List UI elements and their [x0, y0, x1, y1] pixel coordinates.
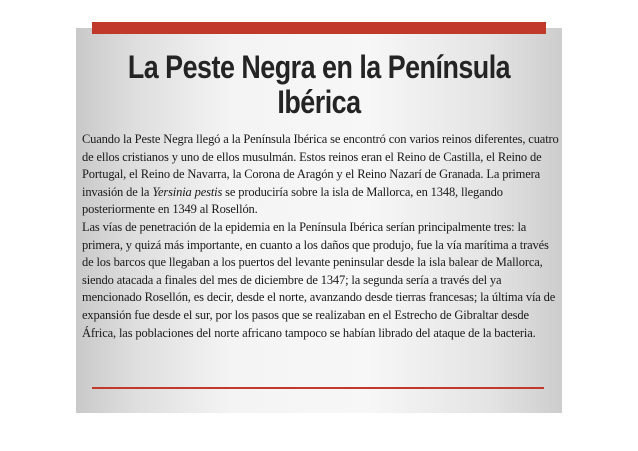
title-line-2: Ibérica: [277, 84, 361, 120]
paragraph-1-text: Cuando la Peste Negra llegó a la Península Ibérica se encontró con varios reinos diferentes, cuatro de ellos cristianos y uno de ellos musulmán. Estos reinos eran el Reino de Castilla, el Reino de Portugal, el Reino de Navarra, la Corona de Aragón y el Reino Nazarí de Granada. La primera invasión de la: [82, 132, 559, 199]
slide-title: [115, 50, 523, 120]
paragraph-2: Las vías de penetración de la epidemia en la Península Ibérica serían principalmente tres: la primera, y quizá más importante, en cuanto a los daños que produjo, fue la vía marítima a través de los barcos que llegaban a los puertos del levante peninsular desde la isla balear de Mallorca, siendo atacada a finales del mes de diciembre de 1347; la segunda sería a través del ya mencionado Rosellón, es decir, desde el norte, avanzando desde tierras francesas; la última vía de expansión fue desde el sur, por los pasos que se realizaban en el Estrecho de Gibraltar desde África, las poblaciones del norte africano tampoco se habían librado del ataque de la bacteria.: [82, 219, 556, 340]
body-text: [82, 131, 562, 342]
top-accent-bar: [92, 22, 546, 34]
title-line-1: La Peste Negra en la Península: [127, 49, 511, 85]
paragraph-1-text-end: se produciría sobre la isla de Mallorca, en 1348, llegando posteriormente en 1349 al Rosellón.: [82, 184, 503, 217]
paragraph-1-italic: Yersinia pestis: [152, 184, 223, 199]
bottom-accent-line: [92, 387, 544, 389]
paragraph-1: [82, 131, 562, 219]
